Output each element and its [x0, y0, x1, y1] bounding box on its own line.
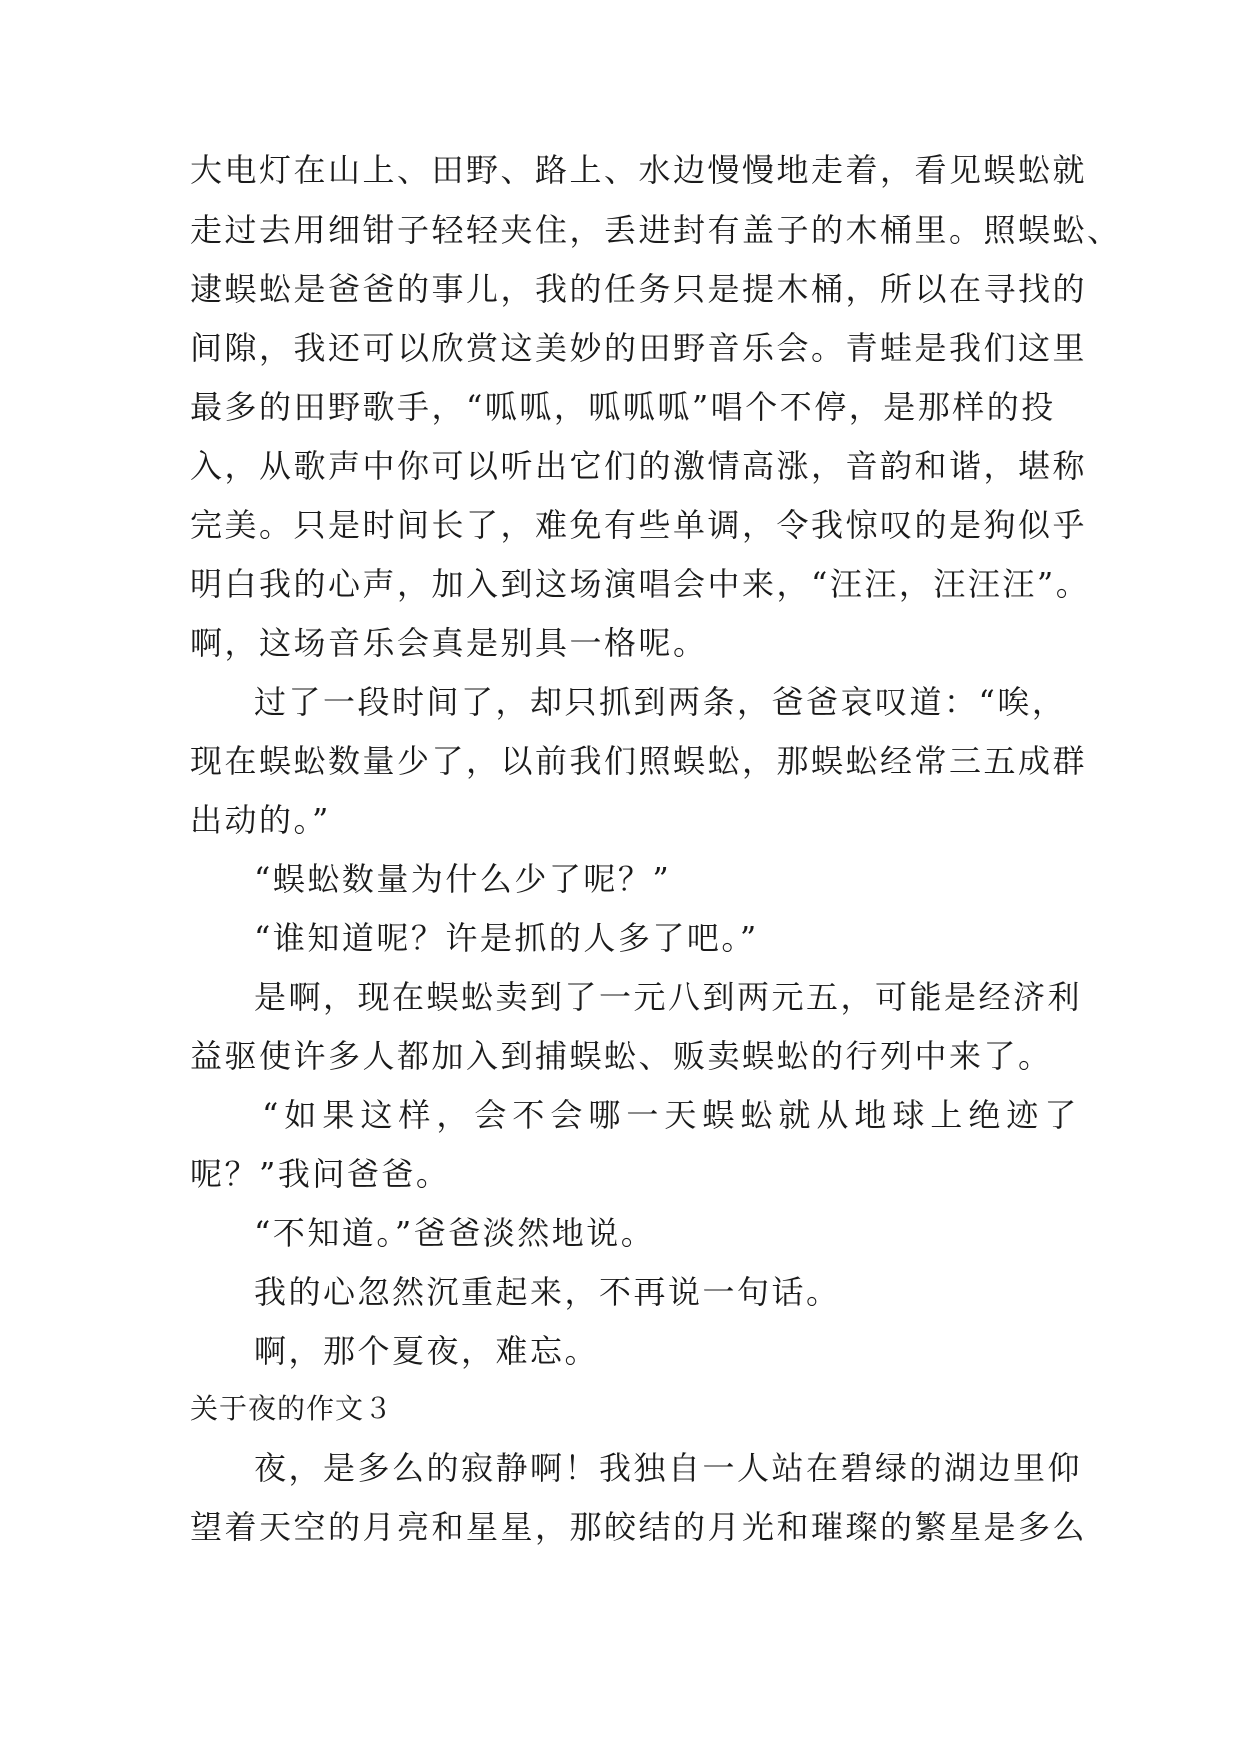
paragraph-line: 夜，是多么的寂静啊！我独自一人站在碧绿的湖边里仰 [254, 1449, 1083, 1487]
paragraph-line: 望着天空的月亮和星星，那皎结的月光和璀璨的繁星是多么 [190, 1508, 1088, 1546]
dialogue-line: 呢？”我问爸爸。 [190, 1155, 451, 1193]
paragraph-line: 大电灯在山上、田野、路上、水边慢慢地走着，看见蜈蚣就 [190, 151, 1088, 189]
paragraph-line: 入，从歌声中你可以听出它们的激情高涨，音韵和谐，堪称 [190, 447, 1088, 485]
paragraph-line: 走过去用细钳子轻轻夹住，丢进封有盖子的木桶里。照蜈蚣、 [190, 211, 1122, 249]
paragraph-line: 间隙，我还可以欣赏这美妙的田野音乐会。青蛙是我们这里 [190, 329, 1088, 367]
paragraph-line: 啊，那个夏夜，难忘。 [254, 1332, 600, 1370]
dialogue-line: “如果这样，会不会哪一天蜈蚣就从地球上绝迹了 [262, 1096, 1083, 1134]
paragraph-line: 逮蜈蚣是爸爸的事儿，我的任务只是提木桶，所以在寻找的 [190, 270, 1088, 308]
paragraph-line: 过了一段时间了，却只抓到两条，爸爸哀叹道：“唉， [254, 683, 1067, 721]
paragraph-line: 最多的田野歌手，“呱呱，呱呱呱”唱个不停，是那样的投 [190, 388, 1056, 426]
paragraph-line: 啊，这场音乐会真是别具一格呢。 [190, 624, 708, 662]
paragraph-line: 益驱使许多人都加入到捕蜈蚣、贩卖蜈蚣的行列中来了。 [190, 1037, 1053, 1075]
paragraph-line: 是啊，现在蜈蚣卖到了一元八到两元五，可能是经济利 [254, 978, 1083, 1016]
dialogue-line: “不知道。”爸爸淡然地说。 [254, 1214, 656, 1252]
section-heading: 关于夜的作文３ [190, 1392, 394, 1425]
paragraph-line: 完美。只是时间长了，难免有些单调，令我惊叹的是狗似乎 [190, 506, 1088, 544]
paragraph-line: 明白我的心声，加入到这场演唱会中来，“汪汪，汪汪汪”。 [190, 565, 1091, 603]
paragraph-line: 出动的。” [190, 801, 331, 839]
paragraph-line: 现在蜈蚣数量少了，以前我们照蜈蚣，那蜈蚣经常三五成群 [190, 742, 1088, 780]
dialogue-line: “谁知道呢？许是抓的人多了吧。” [254, 919, 759, 957]
dialogue-line: “蜈蚣数量为什么少了呢？” [254, 860, 672, 898]
paragraph-line: 我的心忽然沉重起来，不再说一句话。 [254, 1273, 841, 1311]
